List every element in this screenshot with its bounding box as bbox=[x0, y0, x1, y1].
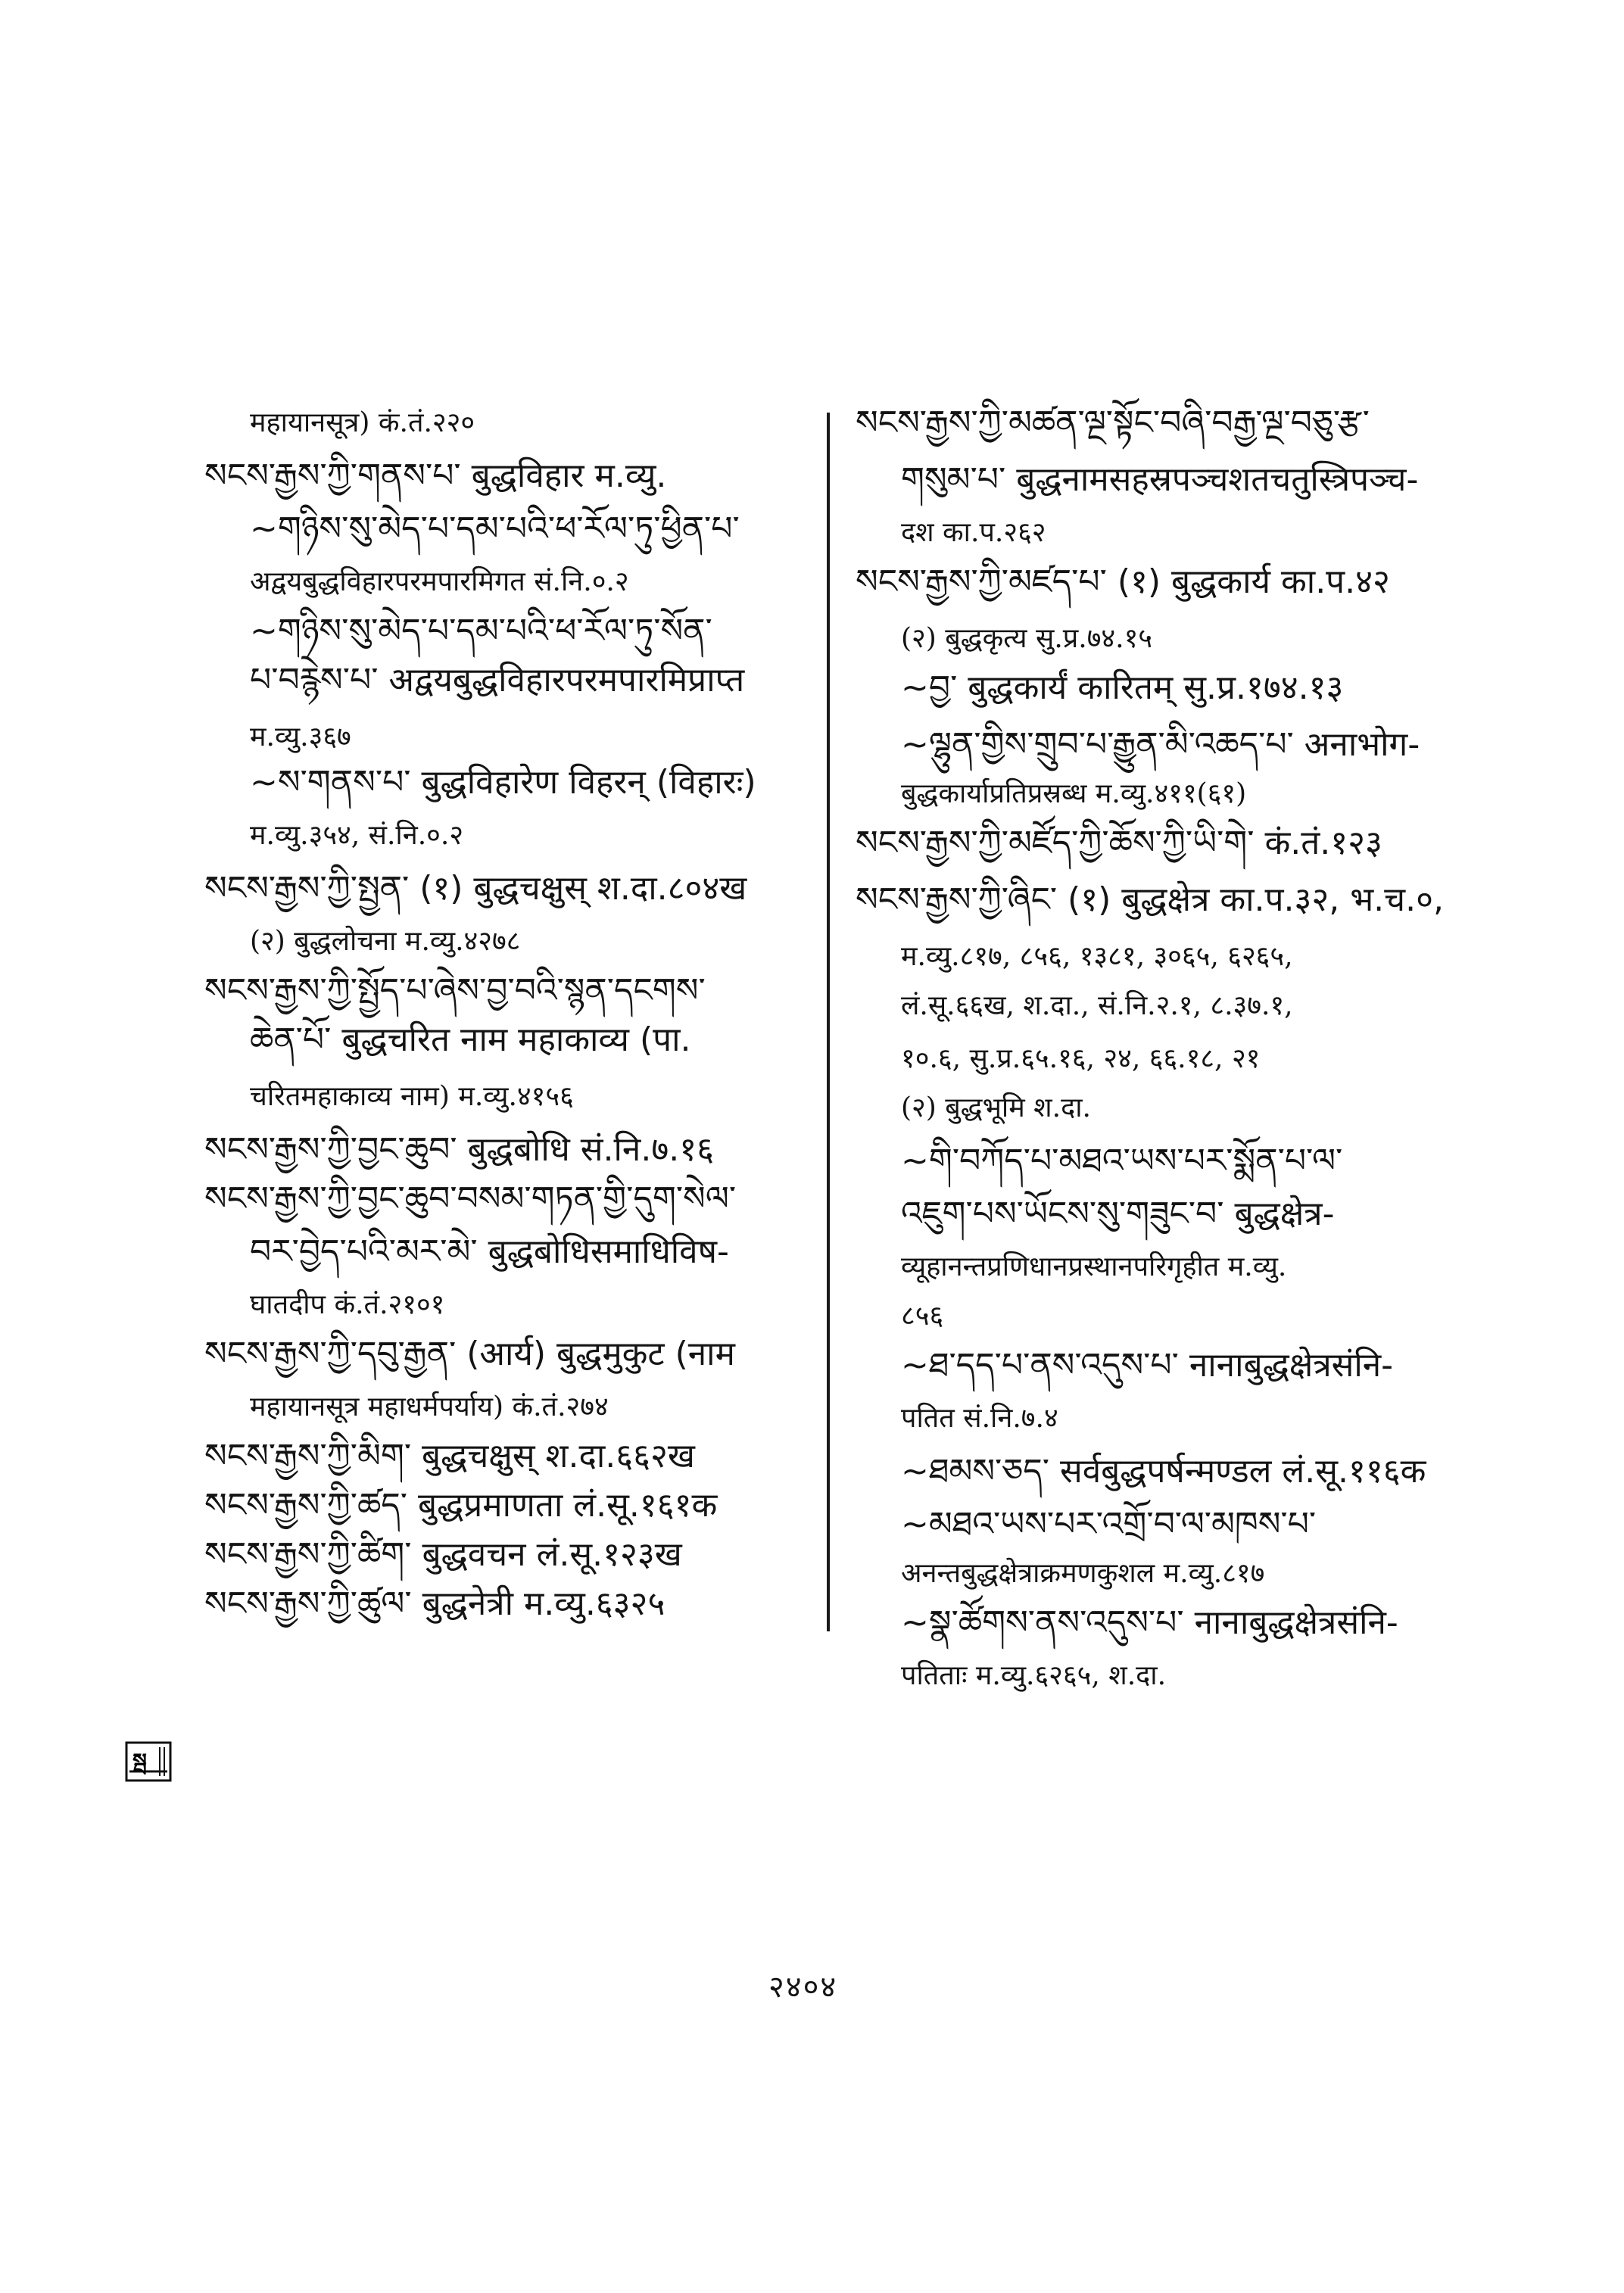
margin-tab-icon bbox=[125, 1741, 172, 1782]
entry-continuation-line: ८५६ bbox=[901, 1301, 944, 1332]
entry-continuation-line: १०.६, सु.प्र.६५.१६, २४, ६६.१८, २१ bbox=[901, 1043, 1261, 1074]
entry-continuation-line: अनन्तबुद्धक्षेत्राक्रमणकुशल म.व्यु.८१७ bbox=[901, 1558, 1265, 1589]
entry-continuation-line: पतित सं.नि.७.४ bbox=[901, 1403, 1058, 1434]
column-divider bbox=[827, 413, 830, 1631]
entry-continuation-line: म.व्यु.३५४, सं.नि.०.२ bbox=[250, 820, 464, 851]
entry-continuation-line: महायानसूत्र) कं.तं.२२० bbox=[250, 407, 475, 438]
entry-continuation-line: म.व्यु.८१७, ८५६, १३८१, ३०६५, ६२६५, bbox=[901, 941, 1293, 972]
entry-continuation-line: ~བྱ་ बुद्धकार्यं कारितम् सु.प्र.१७४.१३ bbox=[901, 668, 1344, 707]
entry-continuation-line: ~མཐའ་ཡས་པར་འགྲོ་བ་ལ་མཁས་པ་ bbox=[901, 1505, 1317, 1544]
dictionary-entry-line: སངས་རྒྱས་ཀྱི་སྤྱོད་པ་ཞེས་བྱ་བའི་སྙན་དངགས་ bbox=[204, 971, 706, 1010]
dictionary-entry-line: སངས་རྒྱས་ཀྱི་གནས་པ་ बुद्धविहार म.व्यु. bbox=[204, 456, 667, 495]
entry-continuation-line: (२) बुद्धभूमि श.दा. bbox=[901, 1092, 1091, 1123]
page-number: २४०४ bbox=[768, 1970, 838, 2005]
margin-mark-glyph: སྦ bbox=[132, 1749, 147, 1774]
entry-continuation-line: (२) बुद्धलोचना म.व्यु.४२७८ bbox=[250, 926, 521, 957]
entry-continuation-line: འཇུག་པས་ཡོངས་སུ་གཟུང་བ་ बुद्धक्षेत्र- bbox=[901, 1195, 1335, 1233]
entry-continuation-line: महायानसूत्र महाधर्मपर्याय) कं.तं.२७४ bbox=[250, 1391, 609, 1422]
dictionary-entry-line: སངས་རྒྱས་ཀྱི་ཚད་ बुद्धप्रमाणता लं.सू.१६१क bbox=[204, 1486, 718, 1525]
entry-continuation-line: བར་བྱེད་པའི་མར་མེ་ बुद्धबोधिसमाधिविष- bbox=[250, 1232, 729, 1271]
entry-continuation-line: ཆེན་པོ་ बुद्धचरित नाम महाकाव्य (पा. bbox=[250, 1020, 691, 1059]
entry-continuation-line: लं.सू.६६ख, श.दा., सं.नि.२.१, ८.३७.१, bbox=[901, 990, 1293, 1021]
entry-continuation-line: दश का.प.२६२ bbox=[901, 517, 1046, 548]
dictionary-entry-line: སངས་རྒྱས་ཀྱི་མཛོད་ཀྱི་ཆོས་ཀྱི་ཡི་གེ་ कं.तं.१२३ bbox=[856, 824, 1382, 862]
entry-continuation-line: ~གཉིས་སུ་མེད་པ་དམ་པའི་ཕ་རོལ་ཏུ་ཕྱིན་པ་ bbox=[250, 509, 740, 548]
entry-continuation-line: ~ལྷུན་གྱིས་གྲུབ་པ་རྒྱུན་མི་འཆད་པ་ अनाभोग- bbox=[901, 725, 1420, 764]
dictionary-entry-line: སངས་རྒྱས་ཀྱི་ཚུལ་ बुद्धनेत्री म.व्यु.६३२५ bbox=[204, 1584, 665, 1623]
entry-continuation-line: व्यूहानन्तप्रणिधानप्रस्थानपरिगृहीत म.व्यु. bbox=[901, 1251, 1287, 1282]
dictionary-entry-line: སངས་རྒྱས་ཀྱི་མཛད་པ་ (१) बुद्धकार्य का.प.४२ bbox=[856, 562, 1390, 601]
entry-continuation-line: གསུམ་པ་ बुद्धनामसहस्रपञ्चशतचतुस्त्रिपञ्च- bbox=[901, 460, 1419, 499]
entry-continuation-line: घातदीप कं.तं.२१०१ bbox=[250, 1289, 445, 1320]
entry-continuation-line: ~ཐམས་ཅད་ सर्वबुद्धपर्षन्मण्डल लं.सू.११६क bbox=[901, 1452, 1426, 1491]
entry-continuation-line: ~གཉིས་སུ་མེད་པ་དམ་པའི་ཕ་རོལ་ཏུ་སོན་ bbox=[250, 612, 712, 650]
dictionary-entry-line: སངས་རྒྱས་ཀྱི་མིག་ बुद्धचक्षुस् श.दा.६६२ख bbox=[204, 1437, 695, 1475]
entry-continuation-line: पतिताः म.व्यु.६२६५, श.दा. bbox=[901, 1660, 1167, 1691]
dictionary-entry-line: སངས་རྒྱས་ཀྱི་བྱང་ཆུབ་ बुद्धबोधि सं.नि.७.१६ bbox=[204, 1130, 714, 1169]
entry-continuation-line: बुद्धकार्याप्रतिप्रस्रब्ध म.व्यु.४११(६१) bbox=[901, 778, 1247, 809]
dictionary-entry-line: སངས་རྒྱས་ཀྱི་དབུ་རྒྱན་ (आर्य) बुद्धमुकुट (नाम bbox=[204, 1335, 735, 1373]
entry-continuation-line: ~ཐ་དད་པ་ནས་འདུས་པ་ नानाबुद्धक्षेत्रसंनि- bbox=[901, 1346, 1394, 1385]
entry-continuation-line: ~གི་བཀོད་པ་མཐའ་ཡས་པར་སྨོན་པ་ལ་ bbox=[901, 1142, 1343, 1180]
dictionary-entry-line: སངས་རྒྱས་ཀྱི་མཚན་ལྔ་སྟོང་བཞི་བརྒྱ་ལྔ་བཅུ་རྩ་ bbox=[856, 403, 1370, 442]
entry-continuation-line: པ་བརྙེས་པ་ अद्वयबुद्धविहारपरमपारमिप्राप्त bbox=[250, 661, 745, 699]
entry-continuation-line: म.व्यु.३६७ bbox=[250, 721, 351, 752]
dictionary-entry-line: སངས་རྒྱས་ཀྱི་ཞིང་ (१) बुद्धक्षेत्र का.प.३२, भ.च.०, bbox=[856, 880, 1444, 919]
entry-continuation-line: (२) बुद्धकृत्य सु.प्र.७४.१५ bbox=[901, 623, 1153, 654]
entry-continuation-line: चरितमहाकाव्य नाम) म.व्यु.४१५६ bbox=[250, 1081, 574, 1112]
dictionary-entry-line: སངས་རྒྱས་ཀྱི་ཚིག་ बुद्धवचन लं.सू.१२३ख bbox=[204, 1535, 682, 1574]
entry-continuation-line: ~ས་གནས་པ་ बुद्धविहारेण विहरन् (विहारः) bbox=[250, 763, 756, 802]
entry-continuation-line: अद्वयबुद्धविहारपरमपारमिगत सं.नि.०.२ bbox=[250, 566, 629, 597]
dictionary-entry-line: སངས་རྒྱས་ཀྱི་བྱང་ཆུབ་བསམ་གཏན་གྱི་དུག་སེལ་ bbox=[204, 1179, 737, 1218]
dictionary-entry-line: སངས་རྒྱས་ཀྱི་སྤྱན་ (१) बुद्धचक्षुस् श.दा.८०४ख bbox=[204, 869, 747, 908]
entry-continuation-line: ~སྣ་ཚོགས་ནས་འདུས་པ་ नानाबुद्धक्षेत्रसंनि- bbox=[901, 1603, 1398, 1642]
